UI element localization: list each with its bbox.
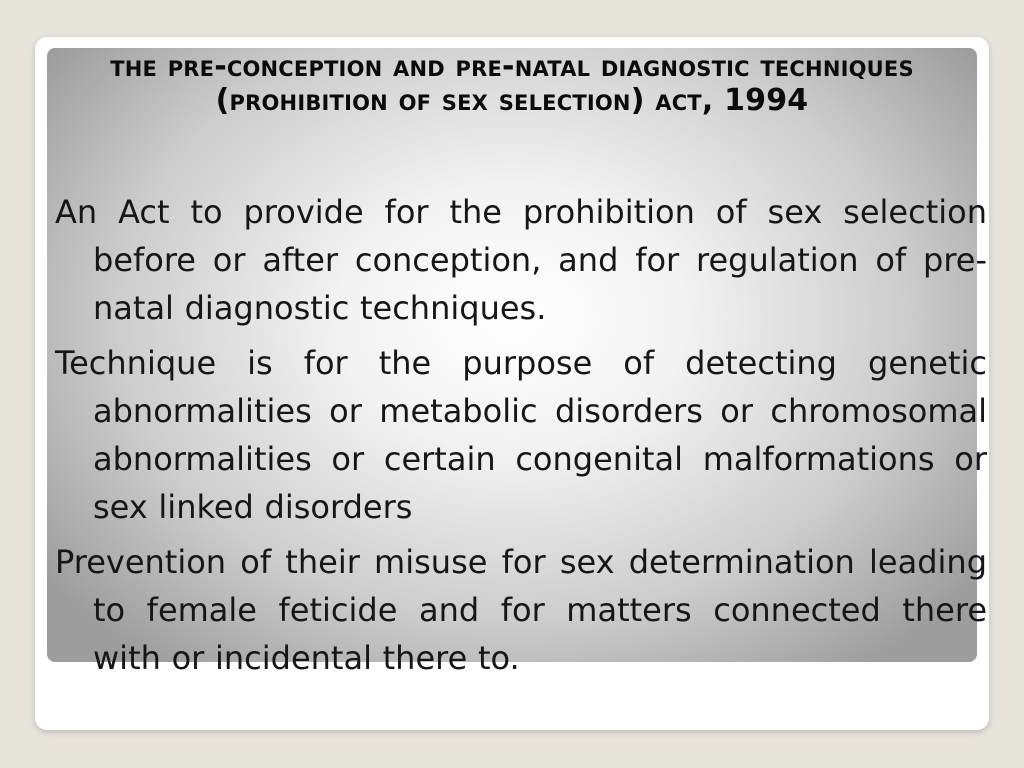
slide-title: the pre-conception and pre-natal diagnostic techniques (prohibition of sex selection) act, 1994 bbox=[110, 49, 914, 118]
paragraph-act-purpose: An Act to provide for the prohibition of sex selection before or after conception, and for regulation of pre-natal diagnostic techniques. bbox=[55, 193, 987, 327]
paragraph-prevention: Prevention of their misuse for sex determination leading to female feticide and for matters connected there with or incidental there to. bbox=[55, 543, 987, 677]
slide-body bbox=[55, 188, 987, 689]
paragraph-technique: Technique is for the purpose of detecting genetic abnormalities or metabolic disorders or chromosomal abnormalities or certain congenital malformations or sex linked disorders bbox=[55, 344, 987, 526]
